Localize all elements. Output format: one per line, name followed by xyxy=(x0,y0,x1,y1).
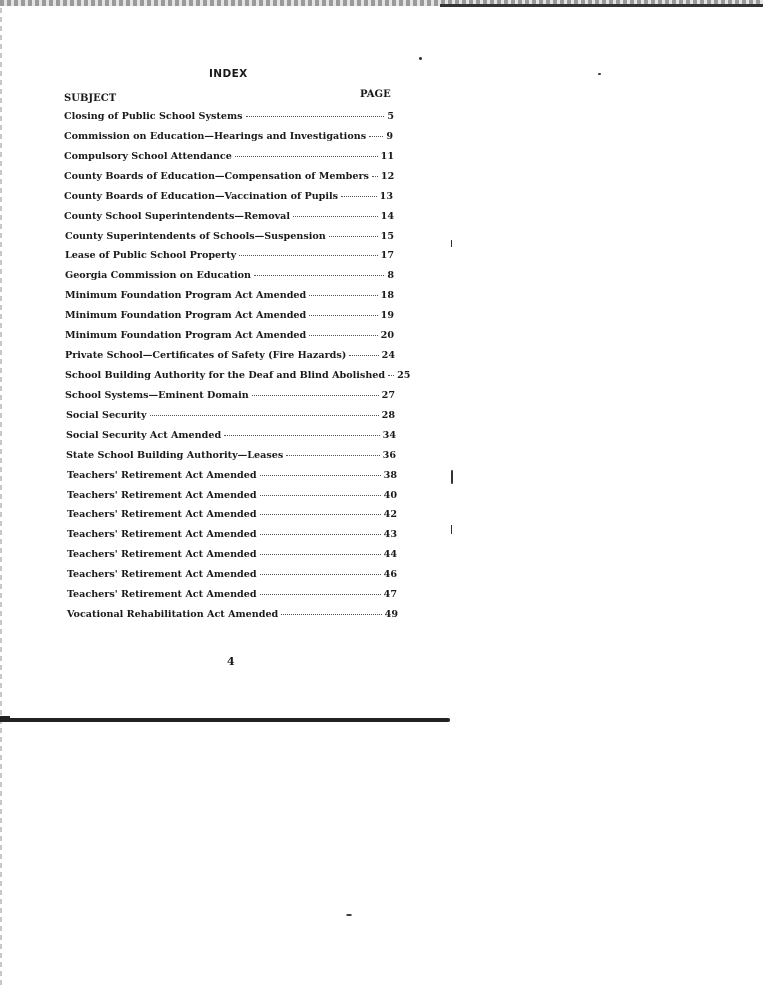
entry-subject: Lease of Public School Property xyxy=(65,250,237,262)
entry-page-number: 38 xyxy=(383,469,397,481)
dot-leader xyxy=(235,156,378,157)
entry-subject: Teachers' Retirement Act Amended xyxy=(67,569,257,581)
entry-subject: Georgia Commission on Education xyxy=(65,270,252,282)
dot-leader xyxy=(372,176,378,177)
entry-page-number: 46 xyxy=(383,569,397,581)
entry-subject: Vocational Rehabilitation Act Amended xyxy=(67,609,279,620)
index-entry xyxy=(64,151,394,165)
scan-speck xyxy=(451,240,452,247)
index-entry xyxy=(64,211,394,225)
index-entry xyxy=(65,270,394,284)
entry-subject: Teachers' Retirement Act Amended xyxy=(67,549,257,561)
page-number: 4 xyxy=(227,655,235,668)
index-entry xyxy=(67,609,398,623)
index-entry xyxy=(65,250,394,264)
dot-leader xyxy=(329,236,378,237)
entry-subject: County Boards of Education—Vaccination of Pupils xyxy=(64,190,339,202)
scan-speck xyxy=(451,470,453,484)
dot-leader xyxy=(252,395,379,396)
entry-page-number: 12 xyxy=(380,170,395,182)
entry-page-number: 24 xyxy=(381,350,395,361)
entry-page-number: 49 xyxy=(384,609,398,620)
entry-page-number: 34 xyxy=(382,429,396,441)
scan-speck xyxy=(598,73,601,75)
entry-page-number: 13 xyxy=(379,190,393,202)
index-entry xyxy=(67,549,397,563)
entry-page-number: 47 xyxy=(383,589,397,601)
dot-leader xyxy=(246,116,385,117)
dot-leader xyxy=(309,335,377,336)
index-entry xyxy=(65,390,395,404)
dot-leader xyxy=(293,216,378,217)
index-entry xyxy=(67,509,397,523)
dot-leader xyxy=(260,514,381,515)
index-entry xyxy=(65,370,411,384)
entry-subject: Compulsory School Attendance xyxy=(64,150,232,162)
entry-subject: Minimum Foundation Program Act Amended xyxy=(65,310,307,322)
index-entry xyxy=(67,569,397,583)
scan-bottom-rule xyxy=(6,718,450,722)
entry-subject: Teachers' Retirement Act Amended xyxy=(67,529,257,541)
entry-subject: Teachers' Retirement Act Amended xyxy=(67,509,257,521)
entry-subject: County School Superintendents—Removal xyxy=(64,210,291,222)
entry-subject: Teachers' Retirement Act Amended xyxy=(67,589,257,601)
dot-leader xyxy=(239,255,377,256)
entry-subject: Teachers' Retirement Act Amended xyxy=(67,489,257,501)
entry-page-number: 11 xyxy=(380,150,394,162)
index-entry xyxy=(66,430,396,444)
entry-page-number: 5 xyxy=(387,111,394,122)
dot-leader xyxy=(260,554,381,555)
index-entry xyxy=(64,191,393,205)
index-entry xyxy=(65,290,394,304)
entry-page-number: 14 xyxy=(380,210,394,222)
entry-page-number: 8 xyxy=(387,270,394,282)
entry-subject: Social Security Act Amended xyxy=(66,429,222,441)
dot-leader xyxy=(260,534,381,535)
entry-subject: County Superintendents of Schools—Suspension xyxy=(65,230,326,242)
dot-leader xyxy=(260,495,381,496)
index-entry xyxy=(65,310,394,324)
index-heading: INDEX xyxy=(209,68,248,80)
entry-page-number: 44 xyxy=(383,549,397,561)
index-entry xyxy=(66,450,396,464)
subject-column-header: SUBJECT xyxy=(64,93,117,104)
entry-page-number: 9 xyxy=(386,130,393,142)
entry-subject: Minimum Foundation Program Act Amended xyxy=(65,330,307,342)
entry-page-number: 42 xyxy=(383,509,397,521)
index-entry xyxy=(65,330,394,344)
entry-page-number: 28 xyxy=(381,409,395,421)
index-entry xyxy=(64,131,393,145)
dot-leader xyxy=(281,614,381,615)
index-entry xyxy=(65,231,394,245)
entry-subject: Commission on Education—Hearings and Investigations xyxy=(64,130,367,142)
dot-leader xyxy=(341,196,377,197)
entry-subject: Social Security xyxy=(66,409,147,421)
entry-subject: Private School—Certificates of Safety (Fire Hazards) xyxy=(65,350,347,361)
dot-leader xyxy=(309,315,377,316)
dot-leader xyxy=(224,435,379,436)
scan-left-edge xyxy=(0,8,2,988)
dot-leader xyxy=(260,475,381,476)
entry-subject: County Boards of Education—Compensation of Members xyxy=(64,170,369,182)
dot-leader xyxy=(369,136,383,137)
index-entry xyxy=(67,470,397,484)
dot-leader xyxy=(286,455,379,456)
index-entry xyxy=(64,111,394,125)
index-entry xyxy=(67,589,397,603)
index-entry xyxy=(65,350,395,364)
dot-leader xyxy=(309,295,377,296)
scan-speck xyxy=(346,914,352,916)
dot-leader xyxy=(254,275,384,276)
index-entry xyxy=(67,490,397,504)
dot-leader xyxy=(388,375,394,376)
entry-subject: Closing of Public School Systems xyxy=(64,111,243,122)
entry-page-number: 25 xyxy=(397,370,411,381)
dot-leader xyxy=(260,574,381,575)
entry-subject: State School Building Authority—Leases xyxy=(66,449,284,461)
scan-top-rule xyxy=(440,4,763,7)
entry-page-number: 18 xyxy=(380,290,394,302)
entry-page-number: 17 xyxy=(380,250,394,262)
dot-leader xyxy=(349,355,378,356)
entry-page-number: 20 xyxy=(380,330,394,342)
entry-page-number: 36 xyxy=(382,449,396,461)
entry-page-number: 43 xyxy=(383,529,397,541)
dot-leader xyxy=(260,594,381,595)
scan-speck xyxy=(451,525,452,534)
entry-subject: Minimum Foundation Program Act Amended xyxy=(65,290,307,302)
index-entry xyxy=(64,171,394,185)
dot-leader xyxy=(150,415,379,416)
index-entry xyxy=(67,529,397,543)
entry-page-number: 27 xyxy=(381,389,395,401)
scan-speck xyxy=(419,57,422,60)
entry-subject: School Systems—Eminent Domain xyxy=(65,389,249,401)
entry-subject: Teachers' Retirement Act Amended xyxy=(67,469,257,481)
entry-page-number: 19 xyxy=(380,310,394,322)
page-column-header: PAGE xyxy=(360,89,391,100)
index-entry xyxy=(66,410,395,424)
entry-subject: School Building Authority for the Deaf and Blind Abolished xyxy=(65,370,386,381)
entry-page-number: 15 xyxy=(380,230,394,242)
entry-page-number: 40 xyxy=(383,489,397,501)
